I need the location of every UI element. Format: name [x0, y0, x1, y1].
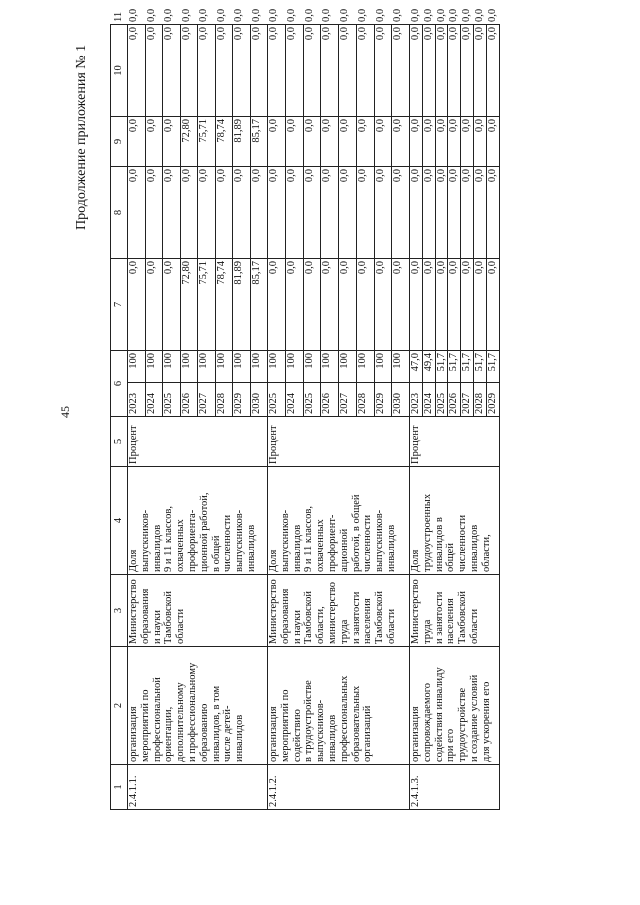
year-cell: 2027 — [461, 383, 474, 417]
value-cell: 0,0 — [268, 167, 286, 259]
indicator-name-line: инвалидов — [245, 524, 257, 572]
value-cell: 51,7 — [461, 351, 474, 383]
value-cell: 0,0 — [339, 259, 357, 351]
appendix-caption: Продолжение приложения № 1 — [74, 44, 89, 230]
executor-line: населения — [445, 598, 457, 644]
executor-line: Министерство — [268, 579, 279, 644]
value-cell: 100 — [233, 351, 251, 383]
event-name-line: организация — [268, 706, 279, 762]
value-cell: 0,0 — [356, 25, 374, 117]
table-row: 2028 51,7 0,0 0,0 0,0 0,0 0,0 — [473, 25, 486, 810]
value-cell: 78,74 — [215, 259, 233, 351]
header-cell: 3 — [111, 575, 128, 647]
executor — [410, 575, 500, 647]
year-cell: 2024 — [285, 383, 303, 417]
year-cell: 2028 — [356, 383, 374, 417]
value-cell: 78,74 — [215, 117, 233, 167]
event-name-line: образовательных — [350, 685, 362, 762]
event-name-line: и создание условий — [468, 674, 480, 762]
table-row: 2026 100 0,0 0,0 0,0 0,0 0,0 — [321, 25, 339, 810]
page-number: 45 — [58, 406, 72, 418]
event-name-line: инвалидов — [326, 714, 338, 762]
value-cell: 0,0 — [321, 259, 339, 351]
value-cell: 0,0 — [303, 167, 321, 259]
value-cell: 0,0 — [435, 117, 448, 167]
value-cell: 51,7 — [486, 351, 499, 383]
year-cell: 2030 — [392, 383, 410, 417]
value-cell: 0,0 — [374, 25, 392, 117]
value-cell: 0,0 — [268, 117, 286, 167]
table-row: 2030 100 85,17 0,0 85,17 0,0 0,0 — [250, 25, 268, 810]
event-name-line: организация — [410, 706, 421, 762]
indicator-name-line: ционной работой, — [198, 492, 210, 572]
value-cell: 51,7 — [473, 351, 486, 383]
table-row: 2.4.1.1. организация мероприятий по профессиональной ориентации, дополнительному и профессиональному образованию инвалидов, в том числе детей- инвалидов Министерство образования и науки Тамбовской области Доля выпускников- инвалидов 9 и 11 классов, охваченных профориента- ционной работой, в общей численности выпускников- инвалидов Процент 2023 100 0,0 0,0 0,0 0,0 0,0 — [128, 25, 146, 810]
table-row: 2027 100 0,0 0,0 0,0 0,0 0,0 — [339, 25, 357, 810]
value-cell: 100 — [303, 351, 321, 383]
value-cell: 0,0 — [422, 259, 435, 351]
executor-line: Тамбовской — [457, 590, 469, 644]
event-name-line: и профессиональному — [186, 662, 198, 762]
table-row: 2026 51,7 0,0 0,0 0,0 0,0 0,0 — [448, 25, 461, 810]
value-cell: 0,0 — [163, 259, 181, 351]
header-row: 1 2 3 4 5 6 7 8 9 10 11 — [111, 25, 128, 810]
indicator-name-line: численности — [222, 514, 234, 572]
table-row: 2026 100 72,80 0,0 72,80 0,0 0,0 — [180, 25, 198, 810]
executor-line: Министерство — [410, 579, 421, 644]
executor-line: области — [468, 608, 480, 644]
indicator-name-line: профориента- — [186, 509, 198, 572]
executor-line: и науки — [291, 610, 303, 644]
unit: Процент — [410, 417, 500, 467]
event-name-line: профессиональной — [151, 677, 163, 762]
value-cell: 0,0 — [356, 117, 374, 167]
value-cell: 0,0 — [473, 259, 486, 351]
indicator-name-line: работой, в общей — [350, 494, 362, 572]
value-cell: 0,0 — [392, 167, 410, 259]
value-cell: 0,0 — [215, 25, 233, 117]
value-cell: 81,89 — [233, 259, 251, 351]
indicator-name-line: инвалидов — [385, 524, 397, 572]
header-cell: 1 — [111, 765, 128, 810]
value-cell: 0,0 — [435, 167, 448, 259]
year-cell: 2029 — [233, 383, 251, 417]
value-cell: 0,0 — [268, 25, 286, 117]
indicator-name-line: численности — [362, 514, 374, 572]
value-cell: 0,0 — [303, 259, 321, 351]
value-cell: 0,0 — [461, 259, 474, 351]
table-row: 2025 100 0,0 0,0 0,0 0,0 0,0 — [303, 25, 321, 810]
indicator-name-line: ационной — [338, 528, 350, 572]
event-name-line: организация — [128, 706, 139, 762]
event-name-line: образованию — [198, 703, 210, 762]
indicator-name-line: охваченных — [315, 519, 327, 572]
value-cell: 100 — [180, 351, 198, 383]
table-row: 2028 100 78,74 0,0 78,74 0,0 0,0 — [215, 25, 233, 810]
year-cell: 2024 — [422, 383, 435, 417]
event-name-line: для ускорения его — [480, 681, 492, 762]
value-cell: 0,0 — [163, 25, 181, 117]
value-cell: 0,0 — [461, 117, 474, 167]
header-cell: 10 — [111, 25, 128, 117]
indicator-name-line: выпускников- — [374, 509, 386, 572]
value-cell: 0,0 — [339, 25, 357, 117]
executor-line: Тамбовской — [374, 590, 386, 644]
value-cell: 0,0 — [422, 167, 435, 259]
header-cell: 5 — [111, 417, 128, 467]
year-cell: 2026 — [321, 383, 339, 417]
indicator-name-line: Доля — [410, 549, 421, 572]
value-cell: 0,0 — [145, 25, 163, 117]
table-row: 2030 100 0,0 0,0 0,0 0,0 0,0 — [392, 25, 410, 810]
value-cell: 100 — [163, 351, 181, 383]
header-cell: 7 — [111, 259, 128, 351]
indicator-name — [268, 467, 410, 575]
table-row: 2029 51,7 0,0 0,0 0,0 0,0 0,0 — [486, 25, 499, 810]
executor-line: Тамбовской — [303, 590, 315, 644]
indicator-name-line: инвалидов — [468, 524, 480, 572]
value-cell: 0,0 — [461, 25, 474, 117]
value-cell: 0,0 — [145, 117, 163, 167]
value-cell: 47,0 — [410, 351, 423, 383]
value-cell: 0,0 — [422, 25, 435, 117]
executor-line: образования — [279, 588, 291, 644]
row-code: 2.4.1.2. — [268, 765, 410, 810]
value-cell: 85,17 — [250, 259, 268, 351]
value-cell: 0,0 — [392, 117, 410, 167]
year-cell: 2027 — [198, 383, 216, 417]
value-cell: 0,0 — [285, 25, 303, 117]
value-cell: 100 — [285, 351, 303, 383]
table-row: 2.4.1.3. организация сопровождаемого содействия инвалиду при его трудоустройстве и создание условий для ускорения его Министерство труда и занятости населения Тамбовской области Доля трудоустроенных инвалидов в общей численности инвалидов области, Процент 2023 47,0 0,0 0,0 0,0 0,0 0,0 — [410, 25, 423, 810]
value-cell: 0,0 — [233, 25, 251, 117]
row-code: 2.4.1.3. — [410, 765, 500, 810]
table-row: 2027 100 75,71 0,0 75,71 0,0 0,0 — [198, 25, 216, 810]
value-cell: 0,0 — [374, 259, 392, 351]
header-cell: 8 — [111, 167, 128, 259]
value-cell: 0,0 — [163, 167, 181, 259]
value-cell: 0,0 — [145, 167, 163, 259]
value-cell: 51,7 — [435, 351, 448, 383]
value-cell: 0,0 — [461, 167, 474, 259]
executor-line: министерство — [326, 581, 338, 644]
event-name-line: мероприятий по — [279, 689, 291, 762]
value-cell: 49,4 — [422, 351, 435, 383]
value-cell: 0,0 — [410, 259, 423, 351]
indicator-name-line: инвалидов — [151, 524, 163, 572]
year-cell: 2029 — [486, 383, 499, 417]
value-cell: 0,0 — [321, 167, 339, 259]
event-name-line: выпускников- — [315, 699, 327, 762]
table-row: 2024 100 0,0 0,0 0,0 0,0 0,0 — [285, 25, 303, 810]
indicator-name-line: области, — [480, 534, 492, 572]
executor-line: труда — [338, 619, 350, 644]
event-name-line: в трудоустройстве — [303, 680, 315, 762]
value-cell: 0,0 — [448, 117, 461, 167]
year-cell: 2026 — [180, 383, 198, 417]
year-cell: 2030 — [250, 383, 268, 417]
value-cell: 0,0 — [233, 167, 251, 259]
value-cell: 0,0 — [128, 25, 146, 117]
value-cell: 0,0 — [339, 167, 357, 259]
value-cell: 100 — [356, 351, 374, 383]
event-name-line: профессиональных — [338, 675, 350, 762]
unit: Процент — [128, 417, 268, 467]
value-cell: 0,0 — [392, 25, 410, 117]
value-cell: 100 — [268, 351, 286, 383]
rotated-table-area — [110, 8, 580, 810]
value-cell: 100 — [198, 351, 216, 383]
table-body — [128, 8, 500, 810]
year-cell: 2027 — [339, 383, 357, 417]
event-name-line: мероприятий по — [139, 689, 151, 762]
value-cell: 0,0 — [374, 167, 392, 259]
value-cell: 0,0 — [198, 167, 216, 259]
indicator-name-line: выпускников- — [234, 509, 246, 572]
executor-line: и занятости — [433, 591, 445, 644]
value-cell: 100 — [128, 351, 146, 383]
value-cell: 0,0 — [285, 167, 303, 259]
indicator-name — [410, 467, 500, 575]
value-cell: 0,0 — [435, 259, 448, 351]
year-cell: 2024 — [145, 383, 163, 417]
event-name-line: содействию — [291, 709, 303, 762]
value-cell: 100 — [215, 351, 233, 383]
indicator-name-line: Доля — [268, 549, 279, 572]
value-cell: 0,0 — [356, 167, 374, 259]
value-cell: 0,0 — [303, 25, 321, 117]
table-row: 2028 100 0,0 0,0 0,0 0,0 0,0 — [356, 25, 374, 810]
value-cell: 0,0 — [285, 259, 303, 351]
year-cell: 2025 — [163, 383, 181, 417]
value-cell: 0,0 — [448, 259, 461, 351]
executor-line: и занятости — [350, 591, 362, 644]
value-cell: 0,0 — [145, 259, 163, 351]
executor-line: и науки — [151, 610, 163, 644]
year-cell: 2028 — [215, 383, 233, 417]
indicator-name-line: 9 и 11 классов, — [163, 505, 175, 572]
value-cell: 0,0 — [486, 259, 499, 351]
table-row: 2025 100 0,0 0,0 0,0 0,0 0,0 — [163, 25, 181, 810]
executor-line: Министерство — [128, 579, 139, 644]
indicator-name-line: общей — [445, 543, 457, 572]
indicator-name-line: Доля — [128, 549, 139, 572]
executor-line: населения — [362, 598, 374, 644]
indicator-name-line: численности — [457, 514, 469, 572]
indicator-name-line: инвалидов в — [433, 517, 445, 572]
event-name-line: ориентации, — [163, 706, 175, 762]
executor-line: труда — [421, 619, 433, 644]
table-row: 2024 49,4 0,0 0,0 0,0 0,0 0,0 — [422, 25, 435, 810]
value-cell: 0,0 — [473, 117, 486, 167]
value-cell: 0,0 — [486, 117, 499, 167]
value-cell: 75,71 — [198, 117, 216, 167]
value-cell: 0,0 — [422, 117, 435, 167]
value-cell: 0,0 — [435, 25, 448, 117]
value-cell: 51,7 — [448, 351, 461, 383]
value-cell: 0,0 — [392, 259, 410, 351]
indicator-name-line: 9 и 11 классов, — [303, 505, 315, 572]
value-cell: 72,80 — [180, 117, 198, 167]
table-row: 2029 100 81,89 0,0 81,89 0,0 0,0 — [233, 25, 251, 810]
value-cell: 0,0 — [321, 117, 339, 167]
value-cell: 0,0 — [486, 25, 499, 117]
year-cell: 2025 — [303, 383, 321, 417]
value-cell: 0,0 — [163, 117, 181, 167]
value-cell: 0,0 — [473, 167, 486, 259]
value-cell: 81,89 — [233, 117, 251, 167]
value-cell: 72,80 — [180, 259, 198, 351]
executor — [128, 575, 268, 647]
executor-line: образования — [139, 588, 151, 644]
executor-line: области — [175, 608, 187, 644]
indicator-name-line: инвалидов — [291, 524, 303, 572]
table-row: 2027 51,7 0,0 0,0 0,0 0,0 0,0 — [461, 25, 474, 810]
value-cell: 100 — [250, 351, 268, 383]
unit: Процент — [268, 417, 410, 467]
value-cell: 100 — [392, 351, 410, 383]
value-cell: 0,0 — [180, 25, 198, 117]
header-cell: 2 — [111, 647, 128, 765]
year-cell: 2026 — [448, 383, 461, 417]
indicator-name-line: охваченных — [175, 519, 187, 572]
indicator-name-line: трудоустроенных — [421, 493, 433, 572]
value-cell: 100 — [339, 351, 357, 383]
indicator-name — [128, 467, 268, 575]
value-cell: 0,0 — [321, 25, 339, 117]
value-cell: 0,0 — [198, 25, 216, 117]
value-cell: 0,0 — [339, 117, 357, 167]
value-cell: 0,0 — [128, 167, 146, 259]
value-cell: 0,0 — [410, 25, 423, 117]
table-row: 2025 51,7 0,0 0,0 0,0 0,0 0,0 — [435, 25, 448, 810]
value-cell: 0,0 — [128, 259, 146, 351]
value-cell: 75,71 — [198, 259, 216, 351]
value-cell: 0,0 — [486, 167, 499, 259]
value-cell: 0,0 — [473, 25, 486, 117]
indicator-name-line: выпускников- — [279, 509, 291, 572]
value-cell: 0,0 — [448, 25, 461, 117]
value-cell: 0,0 — [250, 25, 268, 117]
executor-line: Тамбовской — [163, 590, 175, 644]
value-cell: 0,0 — [303, 117, 321, 167]
value-cell: 0,0 — [410, 167, 423, 259]
event-name-line: трудоустройстве — [457, 687, 469, 762]
executor-line: области — [385, 608, 397, 644]
row-code: 2.4.1.1. — [128, 765, 268, 810]
year-cell: 2029 — [374, 383, 392, 417]
year-cell: 2023 — [410, 383, 423, 417]
event-name — [128, 647, 268, 765]
event-name-line: инвалидов, в том — [210, 685, 222, 762]
header-cell: 9 — [111, 117, 128, 167]
table-row: 2024 100 0,0 0,0 0,0 0,0 0,0 — [145, 25, 163, 810]
value-cell: 0,0 — [285, 117, 303, 167]
indicator-name-line: профориент- — [326, 514, 338, 572]
header-cell: 6 — [111, 351, 128, 417]
value-cell: 0,0 — [128, 117, 146, 167]
value-cell: 0,0 — [268, 259, 286, 351]
table-row: 2.4.1.2. организация мероприятий по содействию в трудоустройстве выпускников- инвалидов профессиональных образовательных организаций Министерство образования и науки Тамбовской области, министерство труда и занятости населения Тамбовской области Доля выпускников- инвалидов 9 и 11 классов, охваченных профориент- ационной работой, в общей численности выпускников- инвалидов Процент 2025 100 0,0 0,0 0,0 0,0 0,0 — [268, 25, 286, 810]
value-cell: 0,0 — [180, 167, 198, 259]
year-cell: 2028 — [473, 383, 486, 417]
value-cell: 0,0 — [215, 167, 233, 259]
event-name — [268, 647, 410, 765]
event-name-line: дополнительному — [175, 682, 187, 762]
value-cell: 0,0 — [250, 167, 268, 259]
value-cell: 0,0 — [448, 167, 461, 259]
value-cell: 85,17 — [250, 117, 268, 167]
year-cell: 2025 — [268, 383, 286, 417]
value-cell: 0,0 — [356, 259, 374, 351]
event-name-line: содействия инвалиду — [433, 667, 445, 762]
year-cell: 2023 — [128, 383, 146, 417]
event-name — [410, 647, 500, 765]
value-cell: 100 — [374, 351, 392, 383]
event-name-line: инвалидов — [234, 714, 246, 762]
event-name-line: организаций — [362, 705, 374, 762]
indicator-name-line: выпускников- — [139, 509, 151, 572]
executor-line: области, — [315, 606, 327, 644]
event-name-line: сопровождаемого — [421, 682, 433, 762]
table-row: 2029 100 0,0 0,0 0,0 0,0 0,0 — [374, 25, 392, 810]
value-cell: 100 — [321, 351, 339, 383]
value-cell: 0,0 — [410, 117, 423, 167]
year-cell: 2025 — [435, 383, 448, 417]
header-cell: 4 — [111, 467, 128, 575]
event-name-line: числе детей- — [222, 705, 234, 762]
program-table — [110, 8, 500, 810]
indicator-name-line: в общей — [210, 535, 222, 572]
event-name-line: при его — [445, 728, 457, 762]
value-cell: 0,0 — [374, 117, 392, 167]
executor — [268, 575, 410, 647]
value-cell: 100 — [145, 351, 163, 383]
